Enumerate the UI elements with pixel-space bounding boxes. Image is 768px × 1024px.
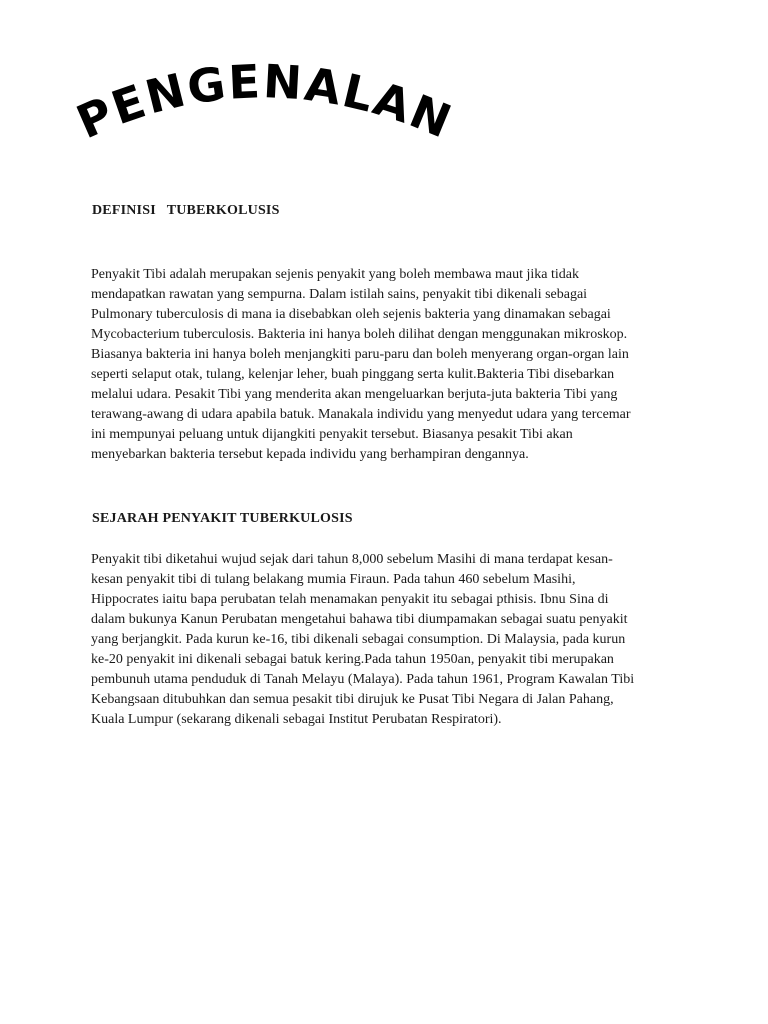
text-line: Kuala Lumpur (sekarang dikenali sebagai Institut Perubatan Respiratori). (91, 712, 502, 727)
text-line: Penyakit Tibi adalah merupakan sejenis penyakit yang boleh membawa maut jika tidak (91, 267, 579, 282)
text-line: ini mempunyai peluang untuk dijangkiti penyakit tersebut. Biasanya pesakit Tibi akan (91, 427, 573, 442)
text-line: Mycobacterium tuberculosis. Bakteria ini hanya boleh dilihat dengan menggunakan mikroskop. (91, 327, 628, 342)
wordart-title-text: PENGENALAN (68, 60, 461, 150)
text-line: dalam bukunya Kanun Perubatan mengetahui bahawa tibi diumpamakan sebagai suatu penyakit (91, 612, 628, 627)
section-heading-history: SEJARAH PENYAKIT TUBERKULOSIS (92, 511, 353, 526)
text-line: pembunuh utama penduduk di Tanah Melayu (Malaya). Pada tahun 1961, Program Kawalan Tibi (91, 672, 635, 687)
text-line: mendapatkan rawatan yang sempurna. Dalam istilah sains, penyakit tibi dikenali sebagai (91, 287, 588, 302)
text-line: Hippocrates iaitu bapa perubatan telah menamakan penyakit itu sebagai pthisis. Ibnu Sina di (91, 592, 609, 607)
section-heading-definition: DEFINISI TUBERKOLUSIS (92, 203, 280, 218)
paragraph-definition (91, 265, 691, 465)
text-line: kesan penyakit tibi di tulang belakang mumia Firaun. Pada tahun 460 sebelum Masihi, (91, 572, 576, 587)
text-line: Penyakit tibi diketahui wujud sejak dari tahun 8,000 sebelum Masihi di mana terdapat kesan- (91, 552, 613, 567)
text-line: melalui udara. Pesakit Tibi yang menderita akan mengeluarkan berjuta-juta bakteria Tibi yang (91, 387, 618, 402)
text-line: Pulmonary tuberculosis di mana ia disebabkan oleh sejenis bakteria yang dinamakan sebagai (91, 307, 611, 322)
wordart-title (60, 60, 480, 160)
text-line: seperti selaput otak, tulang, kelenjar leher, buah pinggang serta kulit.Bakteria Tibi disebarkan (91, 367, 615, 382)
paragraph-history (91, 550, 691, 730)
text-line: menyebarkan bakteria tersebut kepada individu yang berhampiran dengannya. (91, 447, 529, 462)
text-line: Kebangsaan ditubuhkan dan semua pesakit tibi dirujuk ke Pusat Tibi Negara di Jalan Pahang, (91, 692, 614, 707)
text-line: terawang-awang di udara apabila batuk. Manakala individu yang menyedut udara yang tercemar (91, 407, 631, 422)
text-line: Biasanya bakteria ini hanya boleh menjangkiti paru-paru dan boleh menyerang organ-organ lain (91, 347, 629, 362)
text-line: yang berjangkit. Pada kurun ke-16, tibi dikenali sebagai consumption. Di Malaysia, pada kurun (91, 632, 626, 647)
text-line: ke-20 penyakit ini dikenali sebagai batuk kering.Pada tahun 1950an, penyakit tibi merupakan (91, 652, 614, 667)
